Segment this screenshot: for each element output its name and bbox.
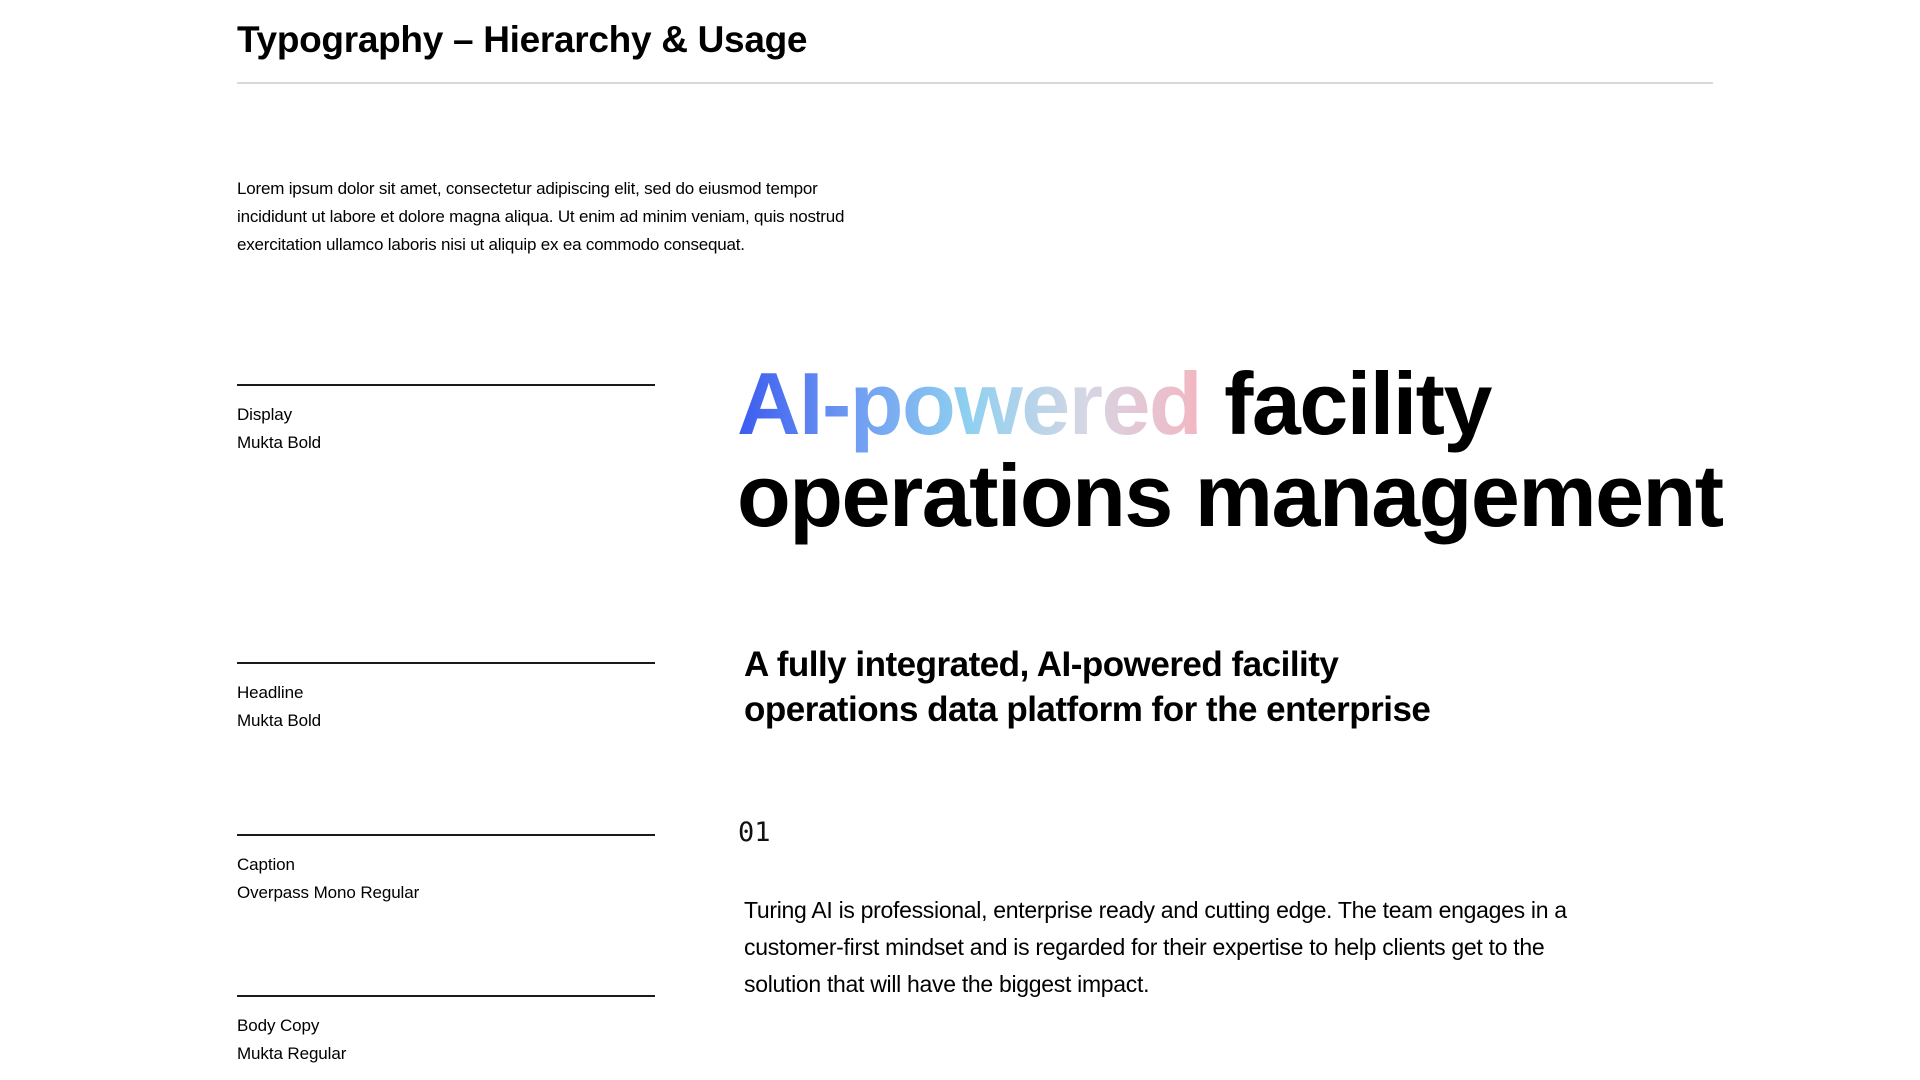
display-sample: [737, 354, 1723, 545]
headline-line1: A fully integrated, AI-powered facility: [744, 645, 1339, 684]
spec-label: Headline: [237, 683, 304, 702]
spec-divider: [237, 834, 655, 836]
spec-label: Caption: [237, 855, 295, 874]
spec-font-name: Mukta Bold: [237, 711, 322, 730]
spec-label: Body Copy: [237, 1016, 320, 1035]
spec-divider: [237, 995, 655, 997]
intro-paragraph: Lorem ipsum dolor sit amet, consectetur adipiscing elit, sed do eiusmod tempor incididunt ut labore et dolore magna aliqua. Ut enim ad minim veniam, quis nostrud exercitation ullamco laboris nisi ut aliquip ex ea commodo consequat.: [237, 179, 845, 254]
title-divider: [237, 82, 1713, 84]
spec-font-name: Mukta Regular: [237, 1044, 347, 1063]
spec-divider: [237, 662, 655, 664]
body-copy-sample: Turing AI is professional, enterprise ready and cutting edge. The team engages in a customer-first mindset and is regarded for their expertise to help clients get to the solution that will have the biggest impact.: [744, 897, 1567, 997]
headline-sample: [744, 642, 1430, 732]
spec-display: [237, 384, 655, 457]
display-line1-rest: facility: [1224, 354, 1491, 453]
page-title: Typography – Hierarchy & Usage: [237, 19, 808, 60]
spec-font-name: Mukta Bold: [237, 433, 322, 452]
display-line2: operations management: [737, 446, 1723, 545]
display-gradient-highlight: AI-powered: [737, 354, 1202, 453]
spec-label: Display: [237, 405, 293, 424]
headline-line2: operations data platform for the enterprise: [744, 690, 1431, 729]
spec-caption: [237, 834, 655, 907]
spec-font-name: Overpass Mono Regular: [237, 883, 420, 902]
spec-body-copy: [237, 995, 655, 1068]
spec-divider: [237, 384, 655, 386]
caption-sample: 01: [738, 817, 771, 848]
spec-headline: [237, 662, 655, 735]
